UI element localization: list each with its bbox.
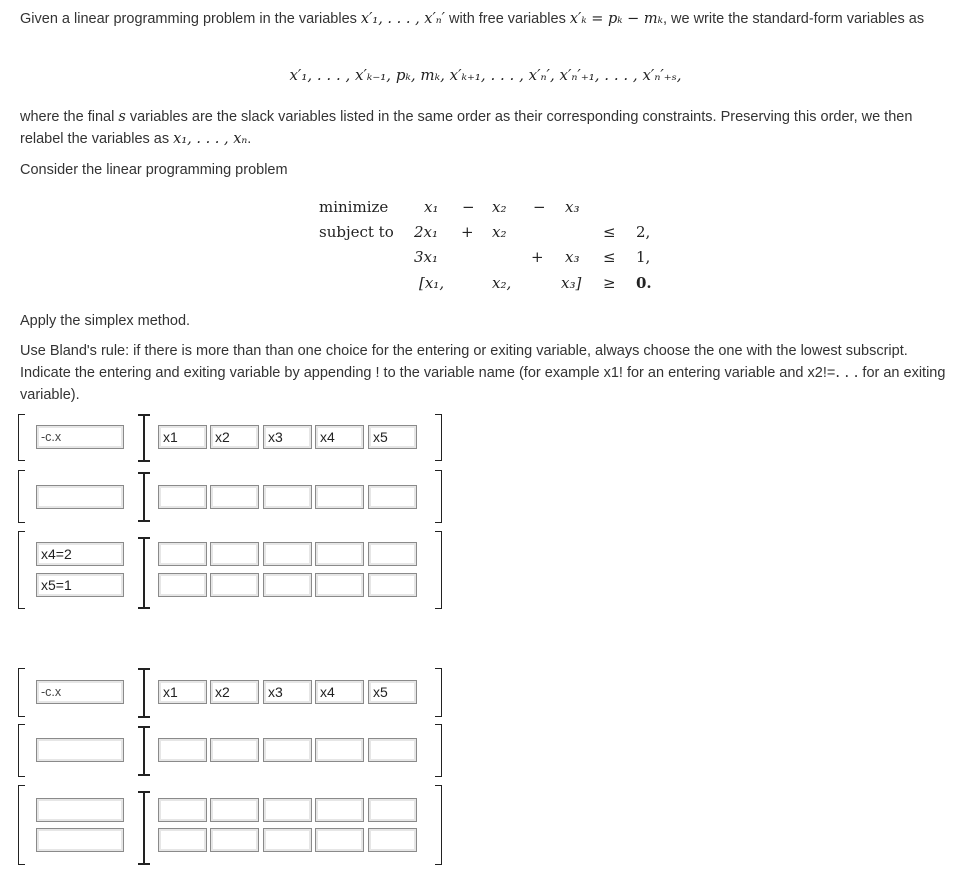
tableau-1-row-2-cell-5[interactable] [368, 573, 417, 597]
tableau-1-obj-cell-4[interactable] [315, 485, 364, 509]
relabel-vars: x₁, . . . , xₙ [173, 131, 248, 147]
free-variable-equation: x′ₖ = pₖ − mₖ [569, 11, 663, 27]
separator-cap [138, 774, 150, 776]
tableau-2-row-2-cell-4[interactable] [315, 828, 364, 852]
tableau-2-header-col-4[interactable]: x4 [315, 680, 364, 704]
obj-term-1: x₁ [424, 198, 439, 216]
c1-rel: ≤ [603, 223, 616, 241]
tableau-1-header-col-5[interactable]: x5 [368, 425, 417, 449]
lp-problem [318, 194, 678, 304]
tableau-2-header-col-3[interactable]: x3 [263, 680, 312, 704]
tableau-2-header-col-2[interactable]: x2 [210, 680, 259, 704]
right-bracket [435, 531, 442, 609]
standard-form-variables: x′₁, . . . , x′ₖ₋₁, pₖ, mₖ, x′ₖ₊₁, . . . , x′ₙ′, x′ₙ′₊₁, . . . , x′ₙ′₊ₛ, [289, 66, 682, 84]
subject-to-label: subject to [319, 223, 394, 241]
minimize-label: minimize [319, 198, 389, 216]
tableau-1-row-2-cell-3[interactable] [263, 573, 312, 597]
tableau-2-row-2-cell-5[interactable] [368, 828, 417, 852]
tableau-2-obj-cell-3[interactable] [263, 738, 312, 762]
separator-cap [138, 607, 150, 609]
tableau-1-row-2-cell-2[interactable] [210, 573, 259, 597]
tableau-2-obj-cell-1[interactable] [158, 738, 207, 762]
separator-cap [138, 520, 150, 522]
left-bracket [18, 414, 25, 461]
tableau-1-header-col-1[interactable]: x1 [158, 425, 207, 449]
separator-bar [143, 791, 145, 864]
separator-bar [143, 414, 145, 461]
tableau-1-row-2-cell-4[interactable] [315, 573, 364, 597]
tableau-2-row-1-cell-3[interactable] [263, 798, 312, 822]
tableau-1-row-1-label[interactable]: x4=2 [36, 542, 124, 566]
tableau-1-header-col-4[interactable]: x4 [315, 425, 364, 449]
separator-bar [143, 537, 145, 608]
c2-op: + [531, 248, 544, 266]
c1-op: + [461, 223, 474, 241]
c2-rhs: 1, [636, 248, 651, 266]
intro-text-b: with free variables [444, 11, 570, 27]
c1-term-1: 2x₁ [414, 223, 439, 241]
tableau-2-row-1-cell-1[interactable] [158, 798, 207, 822]
tableau-2-row-2-cell-3[interactable] [263, 828, 312, 852]
tableau-1-obj-label-input[interactable] [36, 485, 124, 509]
c2-term-2: x₃ [565, 248, 580, 266]
relabel-text-b: variables are the slack variables listed in the same order as their corresponding constraints. Preserving this order, we then relabel the variables as [20, 109, 913, 147]
tableau-2-obj-cell-2[interactable] [210, 738, 259, 762]
tableau-2-constraint-group [18, 785, 442, 867]
tableau-2-row-2-cell-2[interactable] [210, 828, 259, 852]
tableau-2-header-group [18, 668, 442, 718]
bland-rule-end: for an exiting variable). [20, 365, 946, 403]
tableau-1-obj-cell-5[interactable] [368, 485, 417, 509]
tableau-1-header-col-3[interactable]: x3 [263, 425, 312, 449]
separator-bar [143, 472, 145, 521]
right-bracket [435, 470, 442, 523]
separator-bar [143, 668, 145, 717]
tableau-2 [18, 668, 442, 868]
intro-text-a: Given a linear programming problem in the variables [20, 11, 361, 27]
tableau-1-header-group [18, 414, 442, 462]
c2-rel: ≤ [603, 248, 616, 266]
tableau-1-row-2-cell-1[interactable] [158, 573, 207, 597]
consider-text: Consider the linear programming problem [20, 162, 288, 178]
tableau-1-row-2-label[interactable]: x5=1 [36, 573, 124, 597]
relabel-text-c: . [247, 131, 252, 147]
tableau-2-objective-group [18, 724, 442, 780]
obj-term-3: x₃ [565, 198, 580, 216]
intro-vars: x′₁, . . . , x′ₙ′ [360, 11, 445, 27]
intro-paragraph [20, 8, 950, 30]
tableau-1-obj-cell-3[interactable] [263, 485, 312, 509]
tableau-2-row-1-cell-5[interactable] [368, 798, 417, 822]
c3-rel: ≥ [603, 274, 616, 292]
tableau-2-obj-cell-4[interactable] [315, 738, 364, 762]
relabel-paragraph [20, 106, 950, 150]
tableau-1-row-1-cell-2[interactable] [210, 542, 259, 566]
c1-rhs: 2, [636, 223, 651, 241]
tableau-1-row-1-cell-3[interactable] [263, 542, 312, 566]
obj-op-1: − [462, 198, 475, 216]
separator-cap [138, 863, 150, 865]
tableau-2-obj-cell-5[interactable] [368, 738, 417, 762]
right-bracket [435, 724, 442, 777]
tableau-1-row-1-cell-4[interactable] [315, 542, 364, 566]
tableau-1-header-col-2[interactable]: x2 [210, 425, 259, 449]
tableau-2-row-1-cell-4[interactable] [315, 798, 364, 822]
tableau-1-constraint-group [18, 531, 442, 611]
c3-term-3: x₃] [561, 274, 582, 292]
slack-count-symbol: s [118, 109, 126, 125]
tableau-1 [18, 414, 442, 610]
tableau-1-obj-cell-2[interactable] [210, 485, 259, 509]
separator-bar [143, 726, 145, 775]
separator-cap [138, 460, 150, 462]
obj-term-2: x₂ [492, 198, 507, 216]
left-bracket [18, 668, 25, 717]
separator-cap [138, 716, 150, 718]
left-bracket [18, 470, 25, 523]
c3-term-1: [x₁, [419, 274, 445, 292]
tableau-2-row-1-label[interactable] [36, 798, 124, 822]
tableau-2-header-col-5[interactable]: x5 [368, 680, 417, 704]
tableau-1-row-1-cell-5[interactable] [368, 542, 417, 566]
left-bracket [18, 531, 25, 609]
tableau-1-obj-cell-1[interactable] [158, 485, 207, 509]
left-bracket [18, 724, 25, 777]
tableau-2-row-2-cell-1[interactable] [158, 828, 207, 852]
obj-op-2: − [533, 198, 546, 216]
right-bracket [435, 414, 442, 461]
right-bracket [435, 785, 442, 865]
tableau-1-header-label[interactable]: -c.x [36, 425, 124, 449]
tableau-2-row-1-cell-2[interactable] [210, 798, 259, 822]
tableau-2-header-label[interactable]: -c.x [36, 680, 124, 704]
right-bracket [435, 668, 442, 717]
intro-text-c: , we write the standard-form variables as [662, 11, 925, 27]
tableau-1-row-1-cell-1[interactable] [158, 542, 207, 566]
apply-text: Apply the simplex method. [20, 313, 191, 329]
c2-term-1: 3x₁ [414, 248, 439, 266]
c1-term-2: x₂ [492, 223, 507, 241]
tableau-2-row-2-label[interactable] [36, 828, 124, 852]
relabel-text-a: where the final [20, 109, 119, 125]
c3-rhs: 0. [636, 274, 652, 292]
tableau-2-obj-label-input[interactable] [36, 738, 124, 762]
bland-rule-dots: . . . [835, 365, 859, 381]
c3-term-2: x₂, [492, 274, 512, 292]
tableau-1-objective-group [18, 470, 442, 526]
bland-rule-text [20, 340, 950, 406]
left-bracket [18, 785, 25, 865]
bland-rule-main: Use Bland's rule: if there is more than than one choice for the entering or exiting variable, always choose the one with the lowest subscript. Indicate the entering and exiting variable by appending ! to the variable name (for example x1! for an entering variable and x2!= [20, 343, 908, 381]
tableau-2-header-col-1[interactable]: x1 [158, 680, 207, 704]
